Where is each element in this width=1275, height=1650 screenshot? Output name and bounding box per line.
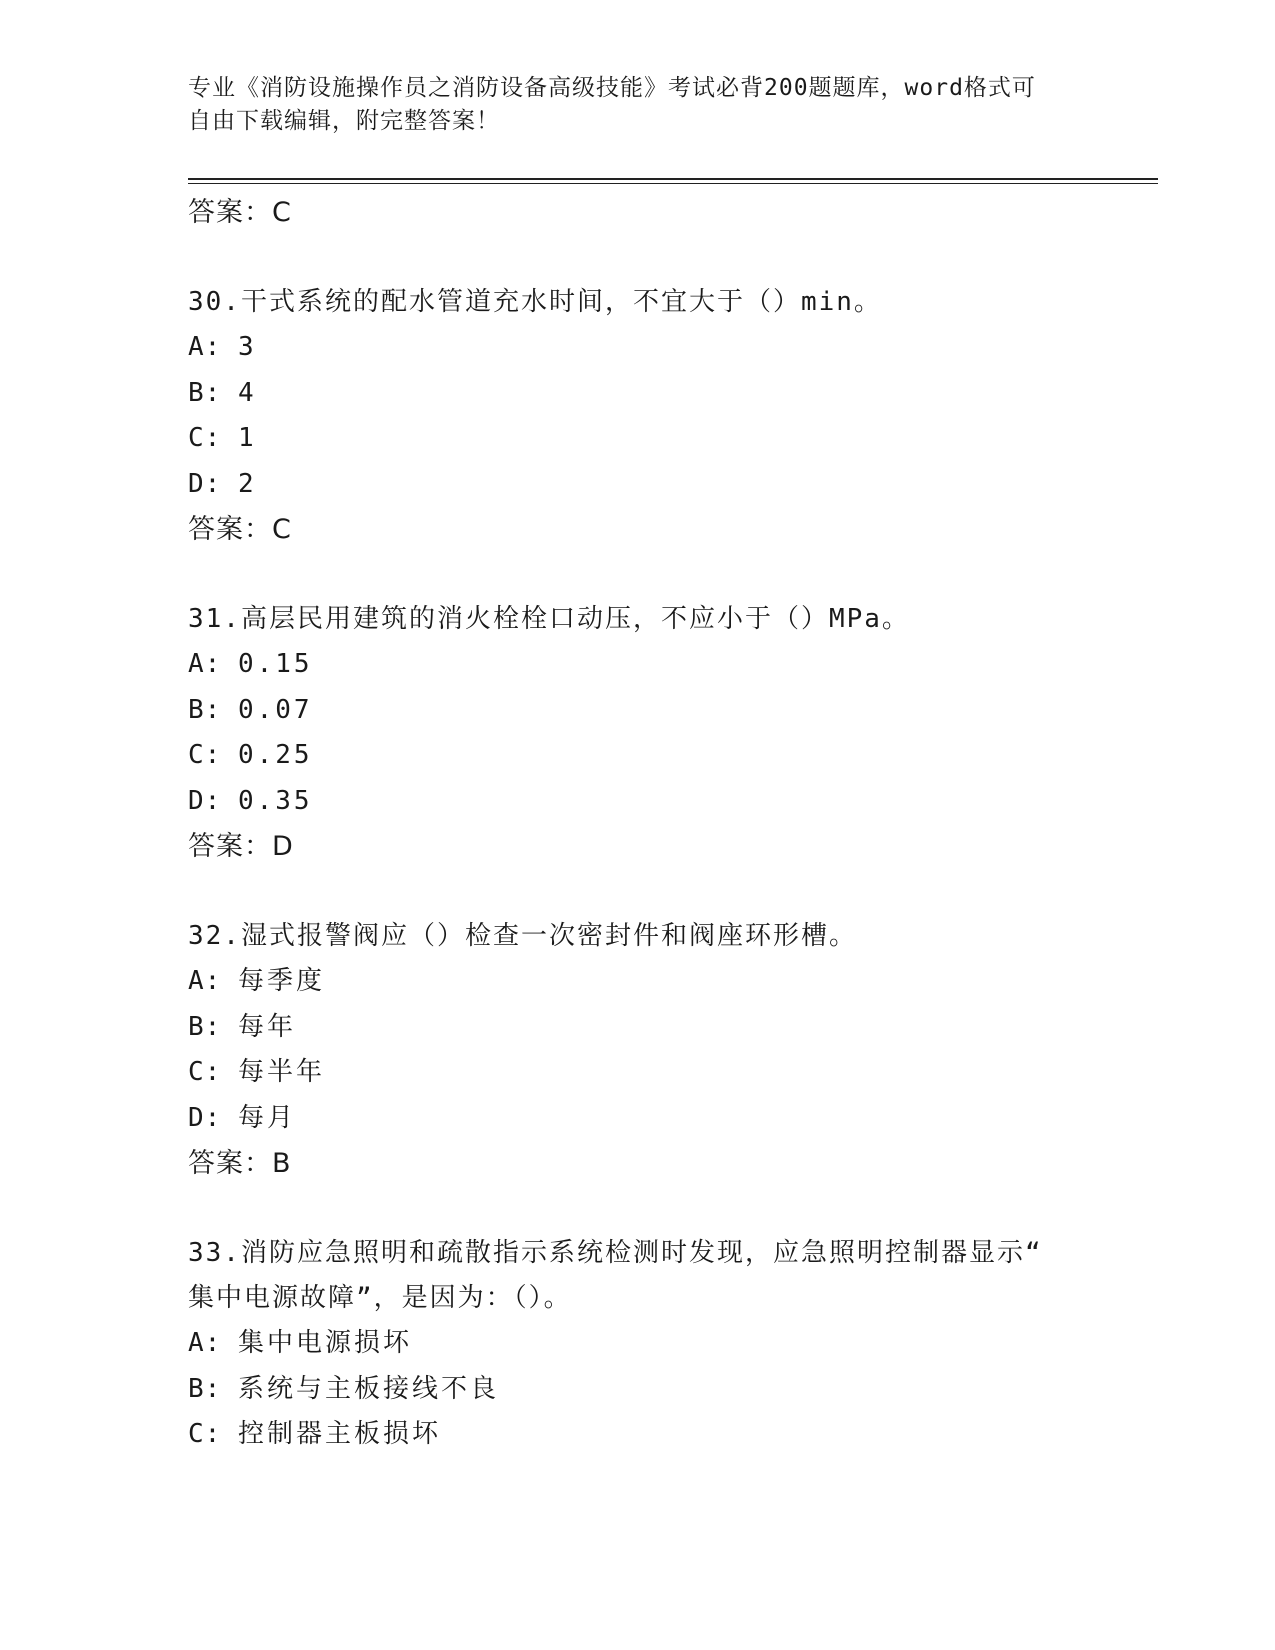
question-block [188,914,1108,1187]
option-text: 4 [237,377,257,408]
question-answer: 答案：C [188,514,292,545]
question-answer: 答案：D [188,831,294,862]
answer-option [188,733,1108,779]
question-stem-line: 33.消防应急照明和疏散指示系统检测时发现，应急照明控制器显示“ [188,1238,1043,1268]
question-list [188,190,1108,1458]
option-text: 每月 [237,1102,296,1133]
answer-option [188,462,1108,508]
option-text: 2 [237,468,257,499]
option-spacer [221,740,238,770]
question-gap [188,1187,1108,1231]
question-stem-line: 集中电源故障”，是因为：（）。 [188,1283,572,1313]
option-key: A: [188,649,222,679]
option-key: B: [188,377,222,408]
question-stem-line: 31.高层民用建筑的消火栓栓口动压，不应小于（）MPa。 [188,604,910,634]
option-text: 0.25 [237,740,313,770]
question-stem [188,1231,1108,1321]
answer-option [188,1096,1108,1142]
answer-option [188,1367,1108,1413]
question-gap [188,236,1108,280]
option-key: B: [188,1011,222,1042]
answer-option [188,1321,1108,1367]
question-block [188,280,1108,553]
option-key: D: [188,468,222,499]
answer-option [188,959,1108,1005]
option-text: 1 [237,423,257,453]
question-gap [188,553,1108,597]
option-spacer [221,469,238,499]
question-gap [188,870,1108,914]
option-key: A: [188,332,222,362]
answer-option [188,325,1108,371]
option-text: 控制器主板损坏 [237,1419,441,1449]
previous-answer: 答案：C [188,197,292,228]
header-title-line-2: 自由下载编辑，附完整答案！ [188,108,500,134]
question-answer: 答案：B [188,1148,292,1179]
option-spacer [221,1012,238,1042]
option-text: 0.07 [237,694,313,725]
header-rule-thick [188,178,1158,180]
answer-option [188,1050,1108,1096]
option-spacer [221,423,238,453]
question-stem-line: 30.干式系统的配水管道充水时间，不宜大于（）min。 [188,287,882,317]
question-stem [188,597,1108,642]
option-spacer [221,1419,238,1449]
option-spacer [221,1374,238,1404]
option-spacer [221,649,238,679]
option-key: A: [188,1328,222,1358]
option-text: 系统与主板接线不良 [237,1373,499,1404]
question-stem [188,914,1108,959]
option-spacer [221,1103,238,1133]
option-key: C: [188,423,222,453]
document-header [188,72,1088,138]
option-spacer [221,966,238,996]
option-key: C: [188,1419,222,1449]
option-text: 集中电源损坏 [237,1328,412,1358]
option-text: 3 [237,332,257,362]
option-spacer [221,695,238,725]
header-rule-thin [188,183,1158,184]
question-stem-line: 32.湿式报警阀应（）检查一次密封件和阀座环形槽。 [188,921,857,951]
option-spacer [221,378,238,408]
option-key: C: [188,1057,222,1087]
option-key: A: [188,966,222,996]
option-key: C: [188,740,222,770]
option-text: 每年 [237,1011,296,1042]
question-stem [188,280,1108,325]
option-spacer [221,332,238,362]
answer-option [188,371,1108,417]
answer-option [188,688,1108,734]
question-block [188,597,1108,870]
answer-option [188,416,1108,462]
option-key: D: [188,785,222,816]
option-spacer [221,786,238,816]
answer-option [188,779,1108,825]
option-key: D: [188,1102,222,1133]
option-text: 0.15 [237,649,313,679]
answer-option [188,1005,1108,1051]
option-text: 每季度 [237,966,325,996]
option-text: 0.35 [237,785,313,816]
answer-option [188,642,1108,688]
option-key: B: [188,694,222,725]
option-text: 每半年 [237,1057,325,1087]
option-spacer [221,1057,238,1087]
answer-option [188,1412,1108,1458]
question-block [188,1231,1108,1458]
option-spacer [221,1328,238,1358]
header-title-line-1: 专业《消防设施操作员之消防设备高级技能》考试必背200题题库，word格式可 [188,75,1036,101]
option-key: B: [188,1373,222,1404]
